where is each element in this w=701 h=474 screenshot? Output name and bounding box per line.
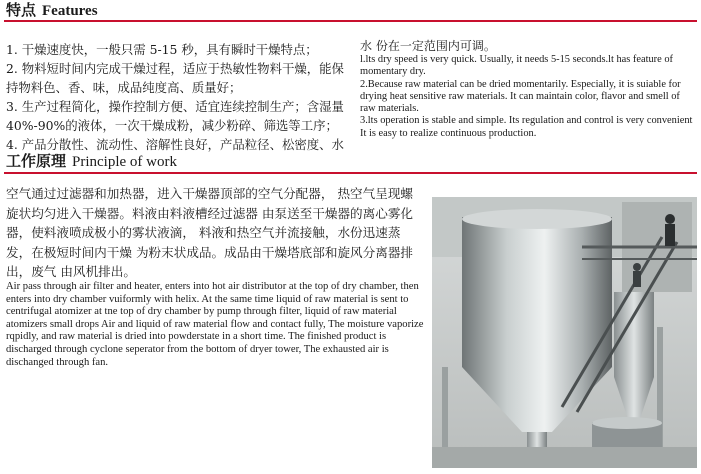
features-cn-item-4-continuation: 水 份在一定范围内可调。 bbox=[360, 39, 496, 53]
principle-title-en: Principle of work bbox=[72, 154, 177, 170]
features-title-en: Features bbox=[42, 3, 98, 19]
principle-title-cn: 工作原理 bbox=[6, 152, 67, 170]
features-cn-item: 2. 物料短时间内完成干燥过程，适应于热敏性物料干燥，能保 持物料色、香、味，成品纯度高、质量好； bbox=[6, 61, 344, 95]
features-cn-list bbox=[6, 40, 352, 154]
features-cn-item: 1. 干燥速度快，一般只需 5-15 秒，具有瞬时干燥特点； bbox=[6, 42, 318, 57]
features-en-item: l.lts dry speed is very quick. Usually, it needs 5-15 seconds.lt has feature of momentary dry. bbox=[360, 54, 673, 78]
spray-dryer-photo bbox=[432, 197, 697, 468]
principle-header bbox=[6, 151, 177, 171]
features-en-list bbox=[360, 38, 697, 140]
principle-cn-block bbox=[6, 184, 424, 282]
features-header bbox=[6, 0, 98, 20]
features-cn-item: 3. 生产过程简化，操作控制方便、适宜连续控制生产；含湿量 40%-90%的液体，一次干燥成粉，减少粉碎、筛选等工序； bbox=[6, 99, 344, 133]
features-divider bbox=[4, 20, 697, 22]
features-title-cn: 特点 bbox=[6, 1, 37, 19]
principle-divider bbox=[4, 172, 697, 174]
principle-cn-text: 空气通过过滤器和加热器，进入干燥器顶部的空气分配器， 热空气呈现螺旋状均匀进入干燥器。料液由料液槽经过滤器 由泵送至干燥器的离心雾化器，使料液喷成极小的雾状液滴， 料液和热空气并流接触，水份迅速蒸发，在极短时间内干燥 为粉末状成品。成品由干燥塔底部和旋风分离器排出，废气 由风机排出。 bbox=[6, 186, 414, 279]
features-en-item: 2.Because raw material can be dried momentarily. Especially, it is suiable for drying heat sensitive raw materials. It can maintain color, flavor and smell of raw materials. bbox=[360, 78, 681, 115]
features-en-item: 3.lts operation is stable and simple. Its regulation and control is very convenient It is easy to realize continuous production. bbox=[360, 115, 693, 139]
features-cn-item: 4. 产品分散性、流动性、溶解性良好，产品粒径、松密度、水 bbox=[6, 137, 344, 152]
principle-en-text: Air pass through air filter and heater, enters into hot air distributor at the top of dry chamber, then enters into dry chamber vuiformly with helix. At the same time liquid of raw material is sent to centrifugal atomizer at tne top of dry chamber by pump through filter, liquid of raw material atomizers small drops Air and liquid of raw material flow and contact fully, The moisture vaporize rqpidly, and raw material is dried into powderstate in a short time. The finished product is discharged through cyclone seperator from the bottom of dryer tower, The exhausted air is dischanged through fan. bbox=[6, 281, 424, 368]
principle-en-block bbox=[6, 281, 424, 369]
dryer-photo-illustration bbox=[432, 197, 697, 468]
